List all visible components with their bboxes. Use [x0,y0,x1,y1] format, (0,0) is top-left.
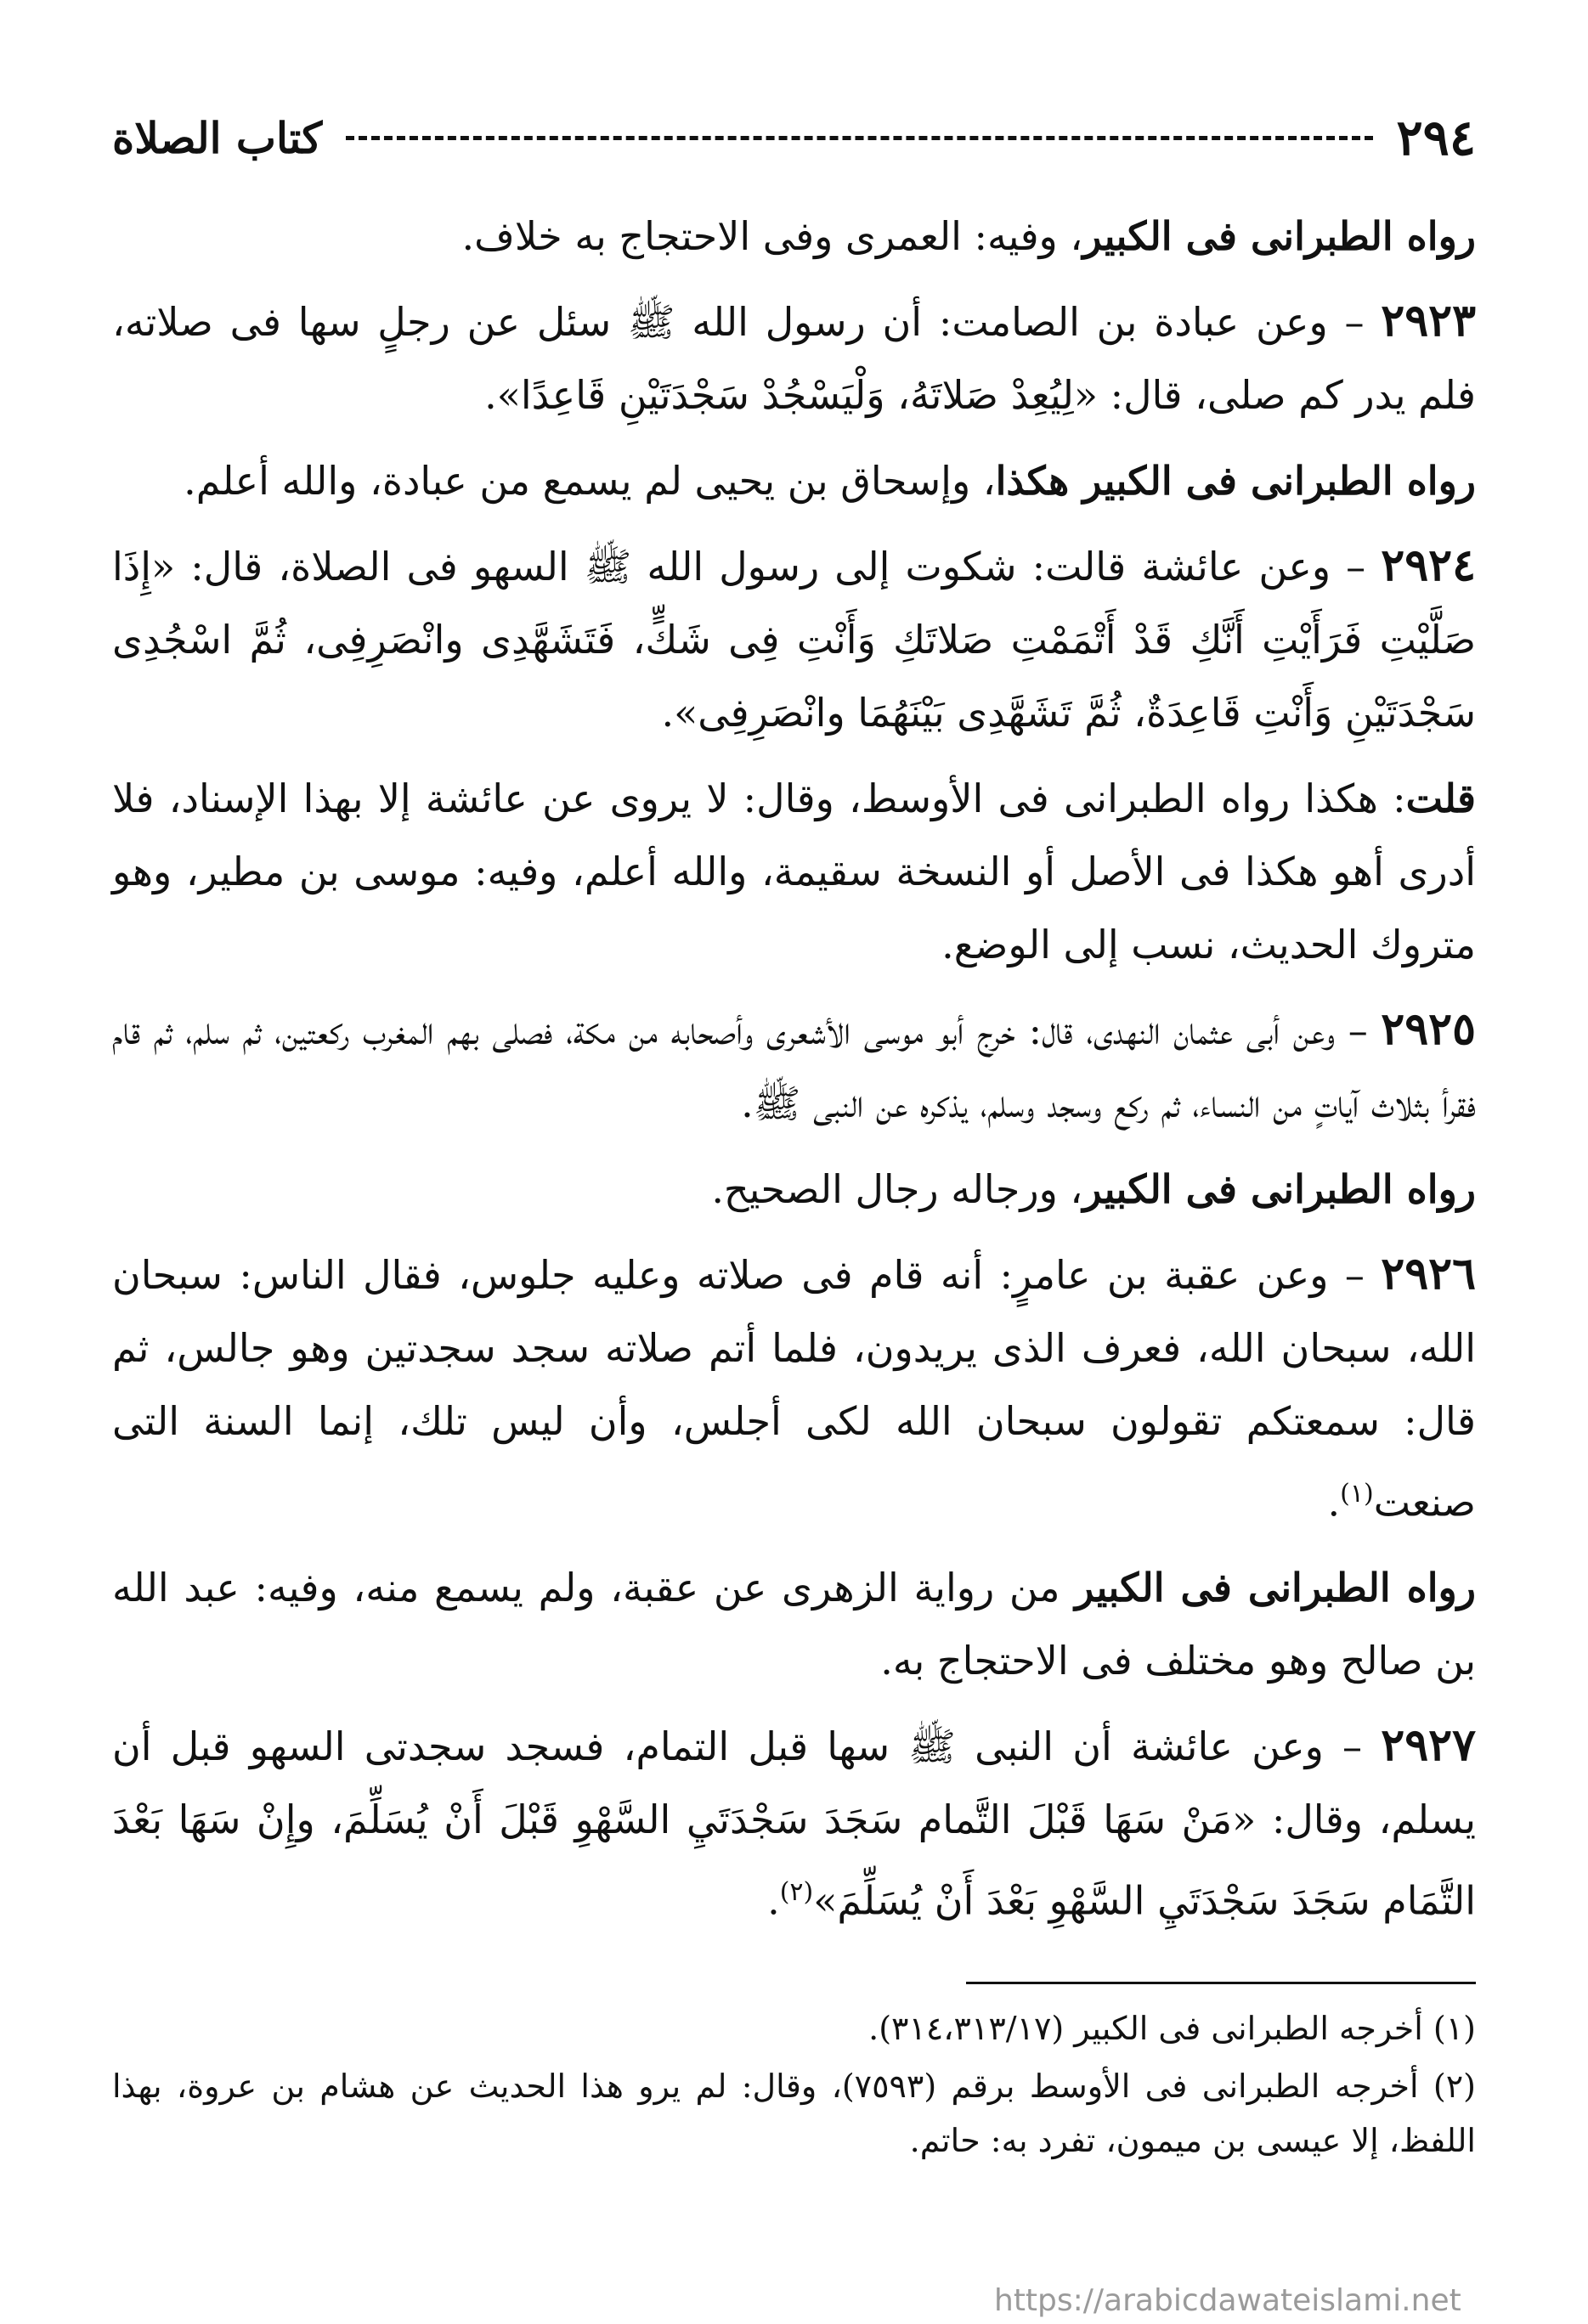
hadith-paragraph: ٢٩٢٥ – وعن أبى عثمان النهدى، قال: خرج أبو موسى الأشعرى وأصحابه من مكة، فصلى بهم المغرب ركعتين، ثم سلم، ثم قام فقرأ بثلاث آياتٍ من النساء، ثم ركع وسجد وسلم، يذكره عن النبى ﷺ. [112,1003,1476,1126]
hadith-number: ٢٩٢٣ [1381,295,1476,347]
hadith-paragraph: ٢٩٢٧ – وعن عائشة أن النبى ﷺ سها قبل التمام، فسجد سجدتى السهو قبل أن يسلم، وقال: «مَنْ سَهَا قَبْلَ التَّمام سَجَدَ سَجْدَتَيِ السَّهْوِ قَبْلَ أَنْ يُسَلِّمَ، وإِنْ سَهَا بَعْدَ التَّمَام سَجَدَ سَجْدَتَيِ السَّهْوِ بَعْدَ أَنْ يُسَلِّمَ»$^{(٢)}$. [112,1719,1476,1924]
paragraph: رواه الطبرانى فى الكبير من رواية الزهرى عن عقبة، ولم يسمع منه، وفيه: عبد الله بن صالح وهو مختلف فى الاحتجاج به. [112,1565,1476,1684]
paragraph: رواه الطبرانى فى الكبير، وفيه: العمرى وفى الاحتجاج به خلاف. [461,213,1476,259]
footnote-ref[interactable]: (١) [1340,1479,1374,1509]
page-header [112,110,1476,165]
footnotes [112,2001,1476,2168]
hadith-number: ٢٩٢٤ [1381,539,1476,591]
header-divider [346,136,1372,140]
book-title: كتاب الصلاة [112,112,323,163]
hadith-paragraph: ٢٩٢٦ – وعن عقبة بن عامرٍ: أنه قام فى صلاته وعليه جلوس، فقال الناس: سبحان الله، سبحان الله، فعرف الذى يريدون، فلما أتم صلاته سجد سجدتين وهو جالس، ثم قال: سمعتكم تقولون سبحان الله لكى أجلس، وأن ليس تلك، إنما السنة التى صنعت$^{(١)}$. [112,1248,1476,1526]
footnote-divider [966,1982,1476,1984]
footnote-ref[interactable]: (٢) [779,1877,814,1908]
hadith-number: ٢٩٢٦ [1381,1248,1476,1300]
hadith-paragraph: ٢٩٢٣ – وعن عبادة بن الصامت: أن رسول الله ﷺ سئل عن رجلٍ سها فى صلاته، فلم يدر كم صلى، قال: «لِيُعِدْ صَلاتَهُ، وَلْيَسْجُدْ سَجْدَتَيْنِ قَاعِدًا». [112,295,1476,418]
watermark-url: https://arabicdawateislami.net [994,2283,1461,2318]
page-number: ٢٩٤ [1396,109,1476,166]
commentary-paragraph: قلت: هكذا رواه الطبرانى فى الأوسط، وقال: لا يروى عن عائشة إلا بهذا الإسناد، فلا أدرى أهو هكذا فى الأصل أو النسخة سقيمة، والله أعلم، وفيه: موسى بن مطير، وهو متروك الحديث، نسب إلى الوضع. [112,776,1476,967]
hadith-paragraph: ٢٩٢٤ – وعن عائشة قالت: شكوت إلى رسول الله ﷺ السهو فى الصلاة، قال: «إِذَا صَلَّيْتِ فَرَأَيْتِ أَنَّكِ قَدْ أَتْمَمْتِ صَلاتَكِ وَأَنْتِ فِى شَكٍّ، فَتَشَهَّدِى وانْصَرِفِى، ثُمَّ اسْجُدِى سَجْدَتَيْنِ وَأَنْتِ قَاعِدَةٌ، ثُمَّ تَشَهَّدِى بَيْنَهُمَا وانْصَرِفِى». [112,539,1476,736]
paragraph: رواه الطبرانى فى الكبير هكذا، وإسحاق بن يحيى لم يسمع من عبادة، والله أعلم. [184,458,1476,504]
paragraph: رواه الطبرانى فى الكبير، ورجاله رجال الصحيح. [711,1166,1476,1212]
hadith-number: ٢٩٢٧ [1381,1719,1476,1772]
footnote: (١) أخرجه الطبرانى فى الكبير (٣١٤،٣١٣/١٧). [868,2009,1476,2047]
hadith-number: ٢٩٢٥ [1381,1003,1476,1055]
footnote: (٢) أخرجه الطبرانى فى الأوسط برقم (٧٥٩٣)، وقال: لم يرو هذا الحديث عن هشام بن عروة، بهذا اللفظ، إلا عيسى بن ميمون، تفرد به: حاتم. [112,2067,1476,2159]
main-text [112,199,1476,1938]
